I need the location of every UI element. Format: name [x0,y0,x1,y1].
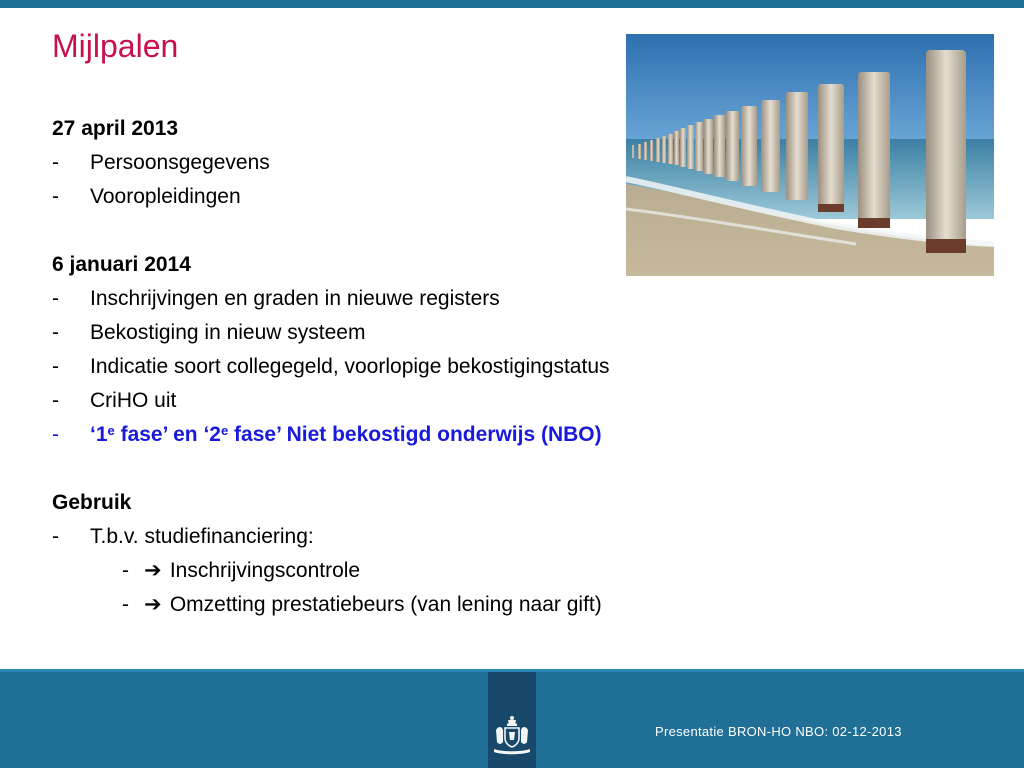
list-item-label: Indicatie soort collegegeld, voorlopige bekostigingstatus [90,355,610,378]
bullet-dash: - [52,355,59,378]
bullet-dash: - [52,185,59,208]
sub-list-item-label: Omzetting prestatiebeurs (van lening naar gift) [169,593,602,616]
top-accent-bar [0,0,1024,8]
highlighted-item-label: ‘1e fase’ en ‘2e fase’ Niet bekostigd onderwijs (NBO) [90,423,602,446]
arrow-right-icon: ➔ [144,559,162,582]
coat-of-arms-icon [488,672,536,768]
list-item-label: Bekostiging in nieuw systeem [90,321,366,344]
list-item [52,520,752,554]
sub-list-item [52,588,752,622]
list-item-label: Vooropleidingen [90,185,241,208]
bullet-dash: - [52,423,59,446]
list-item-label: Inschrijvingen en graden in nieuwe registers [90,287,500,310]
arrow-right-icon: ➔ [144,593,162,616]
bullet-dash: - [52,389,59,412]
section-heading-2014: 6 januari 2014 [52,253,191,276]
bullet-dash: - [52,525,59,548]
section-heading-2013: 27 april 2013 [52,117,179,140]
footer-presentation-label: Presentatie BRON-HO NBO: 02-12-2013 [655,724,902,739]
beach-posts-photo [626,34,994,276]
bullet-dash: - [52,321,59,344]
highlighted-list-item [52,418,752,452]
bullet-dash: - [122,593,129,616]
section-heading-gebruik: Gebruik [52,491,132,514]
list-item-label: T.b.v. studiefinanciering: [90,525,314,548]
list-item [52,282,752,316]
list-item-label: CriHO uit [90,389,177,412]
sub-list-item-label: Inschrijvingscontrole [169,559,361,582]
bullet-dash: - [122,559,129,582]
bullet-dash: - [52,287,59,310]
list-item [52,316,752,350]
list-item-label: Persoonsgegevens [90,151,270,174]
bullet-dash: - [52,151,59,174]
emblem-block [488,672,536,768]
list-item [52,384,752,418]
list-item [52,350,752,384]
slide-title: Mijlpalen [52,28,179,64]
sub-list-item [52,554,752,588]
